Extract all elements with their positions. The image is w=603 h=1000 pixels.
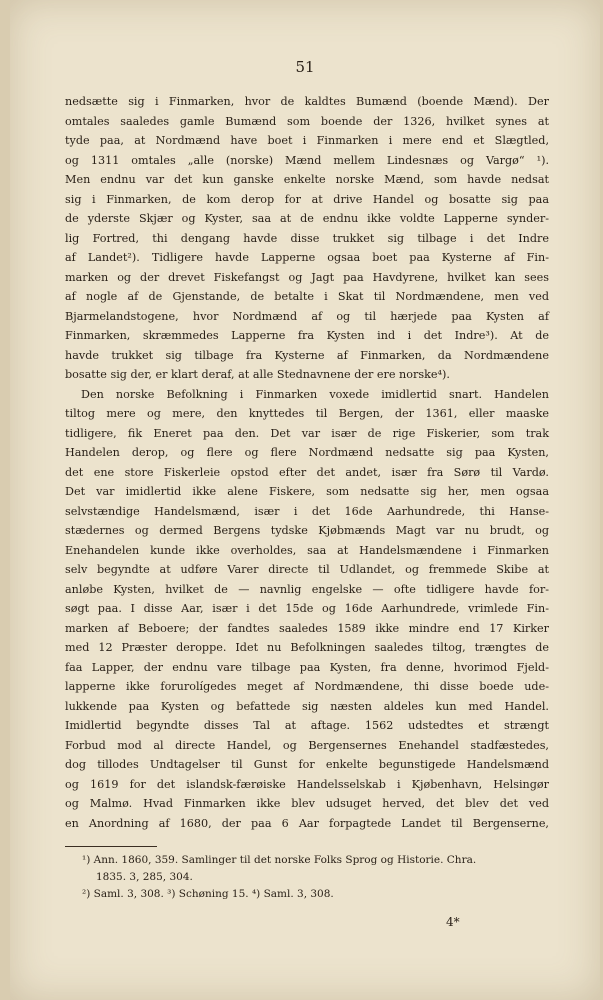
text-line: og 1311 omtales „alle (norske) Mænd mellem Lindesnæs og Vargø“ ¹). [65, 153, 549, 167]
text-line: søgt paa. I disse Aar, især i det 15de og 16de Aarhundrede, vrimlede Fin- [65, 602, 549, 615]
text-line: med 12 Præster deroppe. Idet nu Befolkningen saaledes tiltog, trængtes de [65, 641, 549, 654]
footnotes [82, 852, 552, 903]
text-line: lig Fortred, thi dengang havde disse trukket sig tilbage i det Indre [65, 231, 549, 245]
text-line: tidligere, fik Eneret paa den. Det var især de rige Fiskerier, som trak [65, 426, 549, 440]
text-line: en Anordning af 1680, der paa 6 Aar forpagtede Landet til Bergenserne, [65, 816, 549, 830]
text-line: de yderste Skjær og Kyster, saa at de endnu ikke voldte Lapperne synder- [65, 212, 549, 225]
text-line: faa Lapper, der endnu vare tilbage paa Kysten, fra denne, hvorimod Fjeld- [65, 660, 549, 674]
text-line: og 1619 for det islandsk-færøiske Handelsselskab i Kjøbenhavn, Helsingør [65, 777, 549, 791]
text-line: lukkende paa Kysten og befattede sig næsten aldeles kun med Handel. [65, 699, 549, 713]
text-line: dog tillodes Undtagelser til Gunst for enkelte begunstigede Handelsmænd [65, 758, 549, 771]
text-line: marken af Beboere; der fandtes saaledes 1589 ikke mindre end 17 Kirker [65, 621, 549, 635]
text-line: af nogle af de Gjenstande, de betalte i Skat til Nordmændene, men ved [65, 290, 549, 303]
footnote-line: ¹) Ann. 1860, 359. Samlinger til det norske Folks Sprog og Historie. Chra. [82, 854, 477, 866]
text-line: omtales saaledes gamle Bumænd som boende der 1326, hvilket synes at [65, 114, 549, 128]
text-line: sig i Finmarken, de kom derop for at drive Handel og bosatte sig paa [65, 192, 549, 206]
text-line: marken og der drevet Fiskefangst og Jagt paa Havdyrene, hvilket kan sees [65, 270, 549, 284]
text-line: anløbe Kysten, hvilket de — navnlig engelske — ofte tidligere havde for- [65, 582, 549, 596]
text-line: Finmarken, skræmmedes Lapperne fra Kysten ind i det Indre³). At de [65, 329, 549, 342]
text-line: Handelen derop, og flere og flere Nordmænd nedsatte sig paa Kysten, [65, 446, 549, 459]
text-line: selvstændige Handelsmænd, især i det 16de Aarhundrede, thi Hanse- [65, 504, 549, 518]
footnote-divider [65, 846, 157, 847]
text-line: af Landet²). Tidligere havde Lapperne ogsaa boet paa Kysterne af Fin- [65, 251, 549, 264]
text-line: tiltog mere og mere, den knyttedes til Bergen, der 1361, eller maaske [65, 407, 549, 420]
text-line: havde trukket sig tilbage fra Kysterne af Finmarken, da Nordmændene [65, 348, 549, 362]
text-line: bosatte sig der, er klart deraf, at alle Stednavnene der ere norske⁴). [65, 368, 450, 381]
text-line: lapperne ikke forurolígedes meget af Nordmændene, thi disse boede ude- [65, 680, 549, 693]
text-line: Enehandelen kunde ikke overholdes, saa at Handelsmændene i Finmarken [65, 543, 549, 557]
text-line: Men endnu var det kun ganske enkelte norske Mænd, som havde nedsat [65, 173, 549, 186]
text-line: tyde paa, at Nordmænd have boet i Finmarken i mere end et Slægtled, [65, 134, 549, 147]
text-line: Imidlertid begyndte disses Tal at aftage. 1562 udstedtes et strængt [65, 719, 549, 732]
text-line: Bjarmelandstogene, hvor Nordmænd af og til hærjede paa Kysten af [65, 309, 549, 323]
book-page [10, 0, 600, 1000]
footnote-line: 1835. 3, 285, 304. [96, 871, 193, 883]
text-line: Forbud mod al directe Handel, og Bergensernes Enehandel stadfæstedes, [65, 738, 549, 752]
text-line: Det var imidlertid ikke alene Fiskere, som nedsatte sig her, men ogsaa [65, 485, 549, 498]
text-line: og Malmø. Hvad Finmarken ikke blev udsuget herved, det blev det ved [65, 797, 549, 810]
body-text [65, 92, 549, 833]
text-line: stædernes og dermed Bergens tydske Kjøbmænds Magt var nu brudt, og [65, 524, 549, 537]
text-line: nedsætte sig i Finmarken, hvor de kaldtes Bumænd (boende Mænd). Der [65, 95, 549, 108]
page-number: 51 [295, 58, 315, 76]
footnote-line: ²) Saml. 3, 308. ³) Schøning 15. ⁴) Saml. 3, 308. [82, 888, 334, 900]
signature-mark: 4* [446, 915, 460, 929]
text-line: det ene store Fiskerleie opstod efter det andet, især fra Sørø til Vardø. [65, 465, 549, 479]
text-line: selv begyndte at udføre Varer directe til Udlandet, og fremmede Skibe at [65, 563, 549, 576]
text-line: Den norske Befolkning i Finmarken voxede imidlertid snart. Handelen [81, 387, 549, 401]
